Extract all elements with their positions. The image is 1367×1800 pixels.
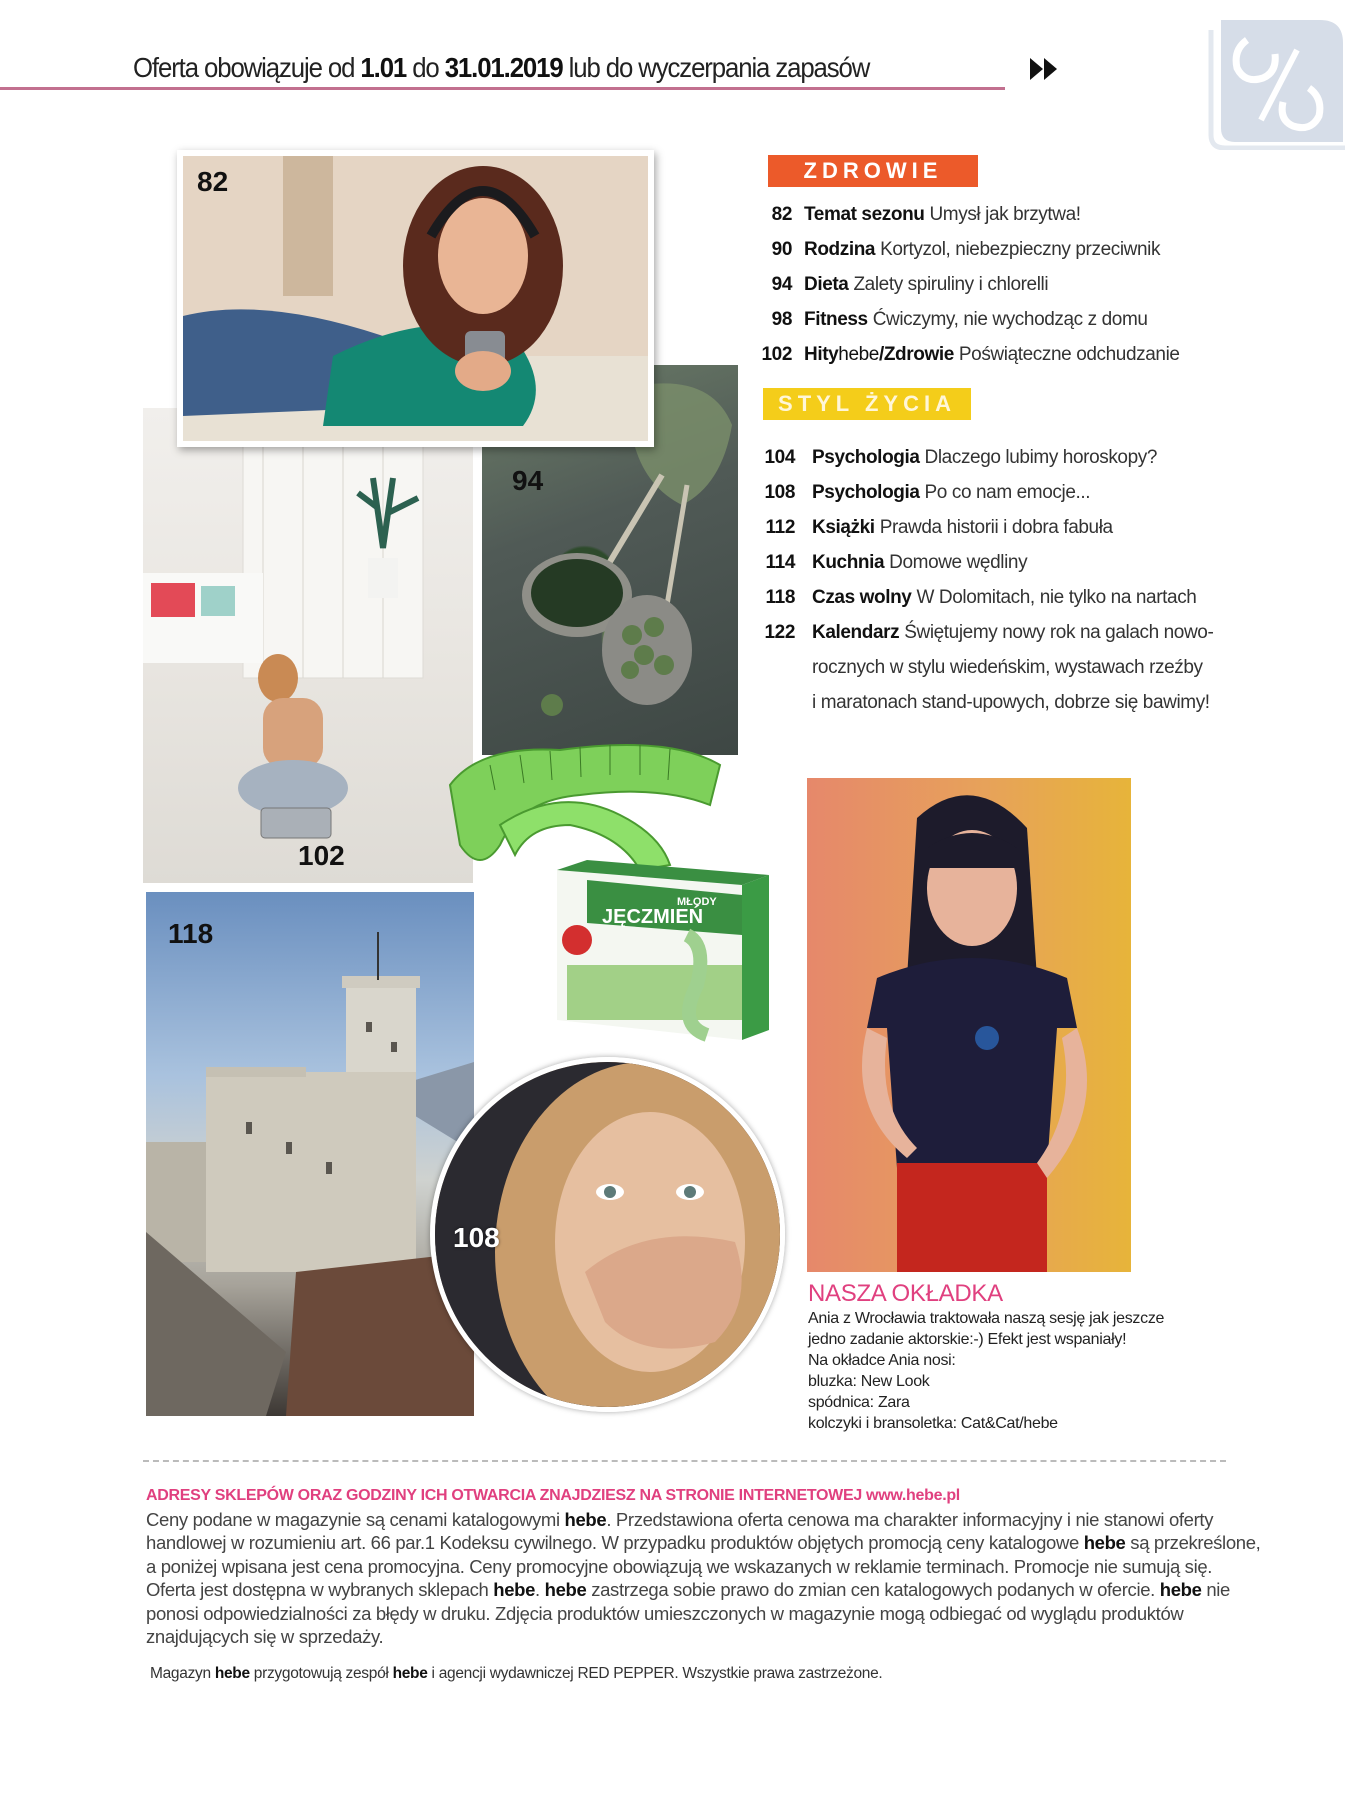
offer-mid: do	[406, 52, 445, 83]
brand-name: hebe	[1083, 1532, 1126, 1553]
page-number: 82	[771, 204, 792, 225]
page-number: 118	[765, 587, 795, 608]
product-name-top: MŁODY	[677, 896, 717, 908]
toc-item[interactable]	[755, 267, 1180, 302]
headphones-scene-illustration	[183, 156, 648, 441]
cover-caption-line: Ania z Wrocławia traktowała naszą sesję jak jeszcze	[808, 1310, 1165, 1327]
brand-name: hebe	[493, 1579, 536, 1600]
page-number-label: 118	[168, 918, 214, 949]
category: Rodzina	[804, 239, 876, 260]
toc-item[interactable]	[755, 615, 1213, 650]
page-number: 90	[771, 239, 792, 260]
cover-caption-line: kolczyki i bransoletka: Cat&Cat/hebe	[808, 1415, 1058, 1432]
brand-name: hebe	[214, 1665, 250, 1682]
cover-caption-title: NASZA OKŁADKA	[808, 1280, 1003, 1307]
article-title: Dlaczego lubimy horoskopy?	[924, 447, 1158, 468]
offer-validity	[133, 52, 869, 84]
page-number-label: 82	[197, 166, 229, 197]
photo-woman-on-scale	[143, 408, 473, 883]
article-title: Domowe wędliny	[889, 552, 1028, 573]
article-title: Ćwiczymy, nie wychodząc z domu	[872, 309, 1148, 330]
category: Psychologia	[812, 447, 920, 468]
brand-name: hebe	[838, 344, 879, 365]
category: Kalendarz	[812, 622, 900, 643]
section-header-styl-zycia: STYL ŻYCIA	[763, 388, 971, 420]
category: Książki	[812, 517, 875, 538]
page-number: 94	[771, 274, 792, 295]
category: Kuchnia	[812, 552, 885, 573]
toc-styl-zycia	[755, 440, 1213, 720]
toc-item[interactable]	[755, 197, 1180, 232]
article-title: Poświąteczne odchudzanie	[958, 344, 1180, 365]
percent-icon	[1205, 10, 1350, 150]
article-title: Zalety spiruliny i chlorelli	[853, 274, 1049, 295]
toc-item[interactable]	[755, 337, 1180, 372]
publisher-credit: Magazyn hebe przygotowują zespół hebe i agencji wydawniczej RED PEPPER. Wszystkie prawa zastrzeżone.	[150, 1665, 883, 1682]
footer-divider	[143, 1460, 1226, 1462]
toc-item[interactable]	[755, 440, 1213, 475]
article-title-continued: rocznych w stylu wiedeńskim, wystawach rzeźby	[812, 657, 1203, 678]
article-title: Prawda historii i dobra fabuła	[879, 517, 1113, 538]
page-number: 108	[764, 482, 795, 503]
castle-illustration	[146, 892, 474, 1416]
category	[804, 337, 954, 372]
cover-caption-line: spódnica: Zara	[808, 1394, 910, 1411]
article-title: Po co nam emocje...	[924, 482, 1091, 503]
toc-item[interactable]	[755, 580, 1213, 615]
product-name: JĘCZMIEŃ	[602, 906, 704, 928]
page-number-label: 94	[512, 465, 544, 496]
toc-item[interactable]	[755, 510, 1213, 545]
offer-suffix: lub do wyczerpania zapasów	[562, 52, 870, 83]
photo-woman-with-headphones	[177, 150, 654, 447]
product-mlody-jeczmien	[547, 845, 772, 1045]
toc-item[interactable]	[755, 545, 1213, 580]
article-title: W Dolomitach, nie tylko na nartach	[916, 587, 1197, 608]
category: Dieta	[804, 274, 849, 295]
brand-name: hebe	[544, 1579, 587, 1600]
photo-woman-covering-mouth	[430, 1057, 785, 1412]
toc-item[interactable]	[755, 232, 1180, 267]
category-post: /Zdrowie	[878, 344, 954, 365]
fast-forward-icon[interactable]	[1030, 58, 1060, 80]
footer-disclaimer	[146, 1484, 1266, 1649]
store-addresses-link[interactable]: ADRESY SKLEPÓW ORAZ GODZINY ICH OTWARCIA ZNAJDZIESZ NA STRONIE INTERNETOWEJ www.hebe.pl	[146, 1487, 960, 1504]
photo-cover-model	[807, 778, 1131, 1272]
scale-scene-illustration	[143, 408, 473, 883]
page-number: 122	[764, 622, 795, 643]
brand-name: hebe	[1159, 1579, 1202, 1600]
section-header-zdrowie: ZDROWIE	[768, 155, 978, 187]
page-number-label: 108	[453, 1222, 500, 1253]
category: Czas wolny	[812, 587, 912, 608]
brand-name: hebe	[564, 1508, 607, 1530]
page-number-label: 102	[298, 840, 345, 871]
cover-caption-line: Na okładce Ania nosi:	[808, 1352, 956, 1369]
cover-caption-line: bluzka: New Look	[808, 1373, 930, 1390]
photo-castle-dolomites	[146, 892, 474, 1416]
product-box-illustration	[547, 845, 772, 1045]
page-number: 114	[765, 552, 795, 573]
cover-model-illustration	[807, 778, 1131, 1272]
page-number: 112	[765, 517, 795, 538]
offer-date-to: 31.01.2019	[444, 52, 563, 83]
article-title: Świętujemy nowy rok na galach nowo-	[904, 622, 1214, 643]
page-number: 98	[771, 309, 792, 330]
page-number: 102	[761, 344, 792, 365]
cover-caption-line: jedno zadanie aktorskie:-) Efekt jest wspaniały!	[808, 1331, 1127, 1348]
category-pre: Hity	[804, 344, 839, 365]
disclaimer-text: Ceny podane w magazynie są cenami katalogowymi hebe. Przedstawiona oferta cenowa ma charakter informacyjny i nie stanowi oferty handlowej w rozumieniu art. 66 par.1 Kodeksu cywilnego. W przypadku produktów objętych promocją ceny katalogowe hebe są przekreślone, a poniżej wpisana jest cena promocyjna. Ceny promocyjne obowiązują we wskazanych w reklamie terminach. Promocje nie sumują się. Oferta jest dostępna w wybranych sklepach hebe. hebe zastrzega sobie prawo do zmian cen katalogowych podanych w ofercie. hebe nie ponosi odpowiedzialności za błędy w druku. Zdjęcia produktów umieszczonych w magazynie mogą odbiegać od wyglądu produktów znajdujących się w sprzedaży.	[146, 1508, 1261, 1647]
toc-item[interactable]	[755, 302, 1180, 337]
category: Temat sezonu	[804, 204, 925, 225]
toc-zdrowie	[755, 197, 1180, 372]
article-title-continued: i maratonach stand-upowych, dobrze się bawimy!	[812, 692, 1210, 713]
category: Psychologia	[812, 482, 920, 503]
offer-date-from: 1.01	[360, 52, 407, 83]
header-underline	[0, 87, 1005, 90]
page-number: 104	[764, 447, 795, 468]
category: Fitness	[804, 309, 868, 330]
brand-name: hebe	[392, 1665, 428, 1682]
article-title: Kortyzol, niebezpieczny przeciwnik	[880, 239, 1161, 260]
article-title: Umysł jak brzytwa!	[929, 204, 1081, 225]
toc-item[interactable]	[755, 475, 1213, 510]
offer-prefix: Oferta obowiązuje od	[133, 52, 361, 83]
cover-caption-body	[808, 1308, 1164, 1434]
